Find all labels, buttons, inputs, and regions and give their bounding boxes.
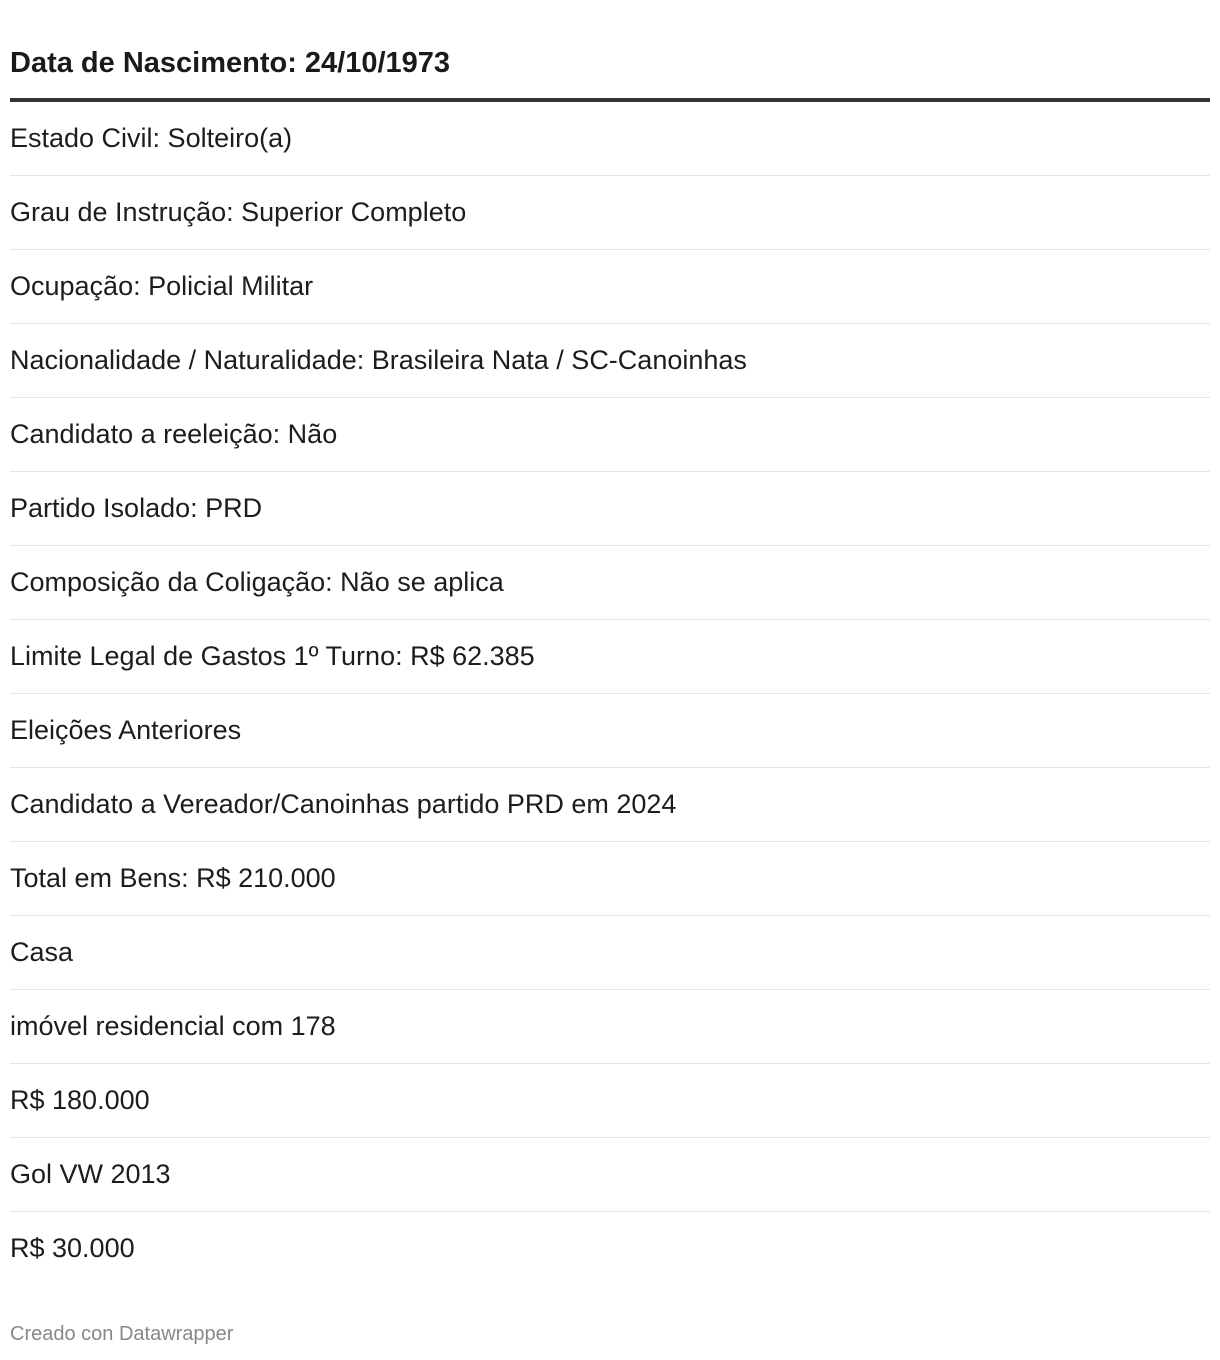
table-row [10,472,1210,546]
table-row [10,250,1210,324]
table-row [10,102,1210,176]
footer-credit-link[interactable]: Creado con Datawrapper [10,1323,234,1345]
table-cell: Gol VW 2013 [10,1159,171,1189]
table-row [10,916,1210,990]
table-cell: Limite Legal de Gastos 1º Turno: R$ 62.385 [10,641,535,671]
header-cell: Data de Nascimento: 24/10/1973 [10,47,451,79]
table-row [10,546,1210,620]
table-row [10,990,1210,1064]
table-cell: Grau de Instrução: Superior Completo [10,197,467,227]
table-row [10,768,1210,842]
table-cell: Partido Isolado: PRD [10,493,263,523]
table-cell: Nacionalidade / Naturalidade: Brasileira Nata / SC-Canoinhas [10,345,747,375]
table-row [10,324,1210,398]
table-cell: R$ 180.000 [10,1085,150,1115]
table-cell: Ocupação: Policial Militar [10,271,314,301]
table-row [10,398,1210,472]
table-row [10,1064,1210,1138]
table-body [10,102,1210,1285]
table-cell: Candidato a reeleição: Não [10,419,338,449]
table-row [10,620,1210,694]
table-row [10,176,1210,250]
table-row [10,1138,1210,1212]
table-cell: Casa [10,937,74,967]
table-cell: Total em Bens: R$ 210.000 [10,863,336,893]
table-cell: R$ 30.000 [10,1233,135,1263]
table-row [10,694,1210,768]
table-header [10,0,1210,102]
data-table [10,0,1210,1285]
table-cell: imóvel residencial com 178 [10,1011,336,1041]
table-cell: Eleições Anteriores [10,715,242,745]
table-row [10,842,1210,916]
table-cell: Composição da Coligação: Não se aplica [10,567,504,597]
table-row [10,1212,1210,1285]
table-cell: Estado Civil: Solteiro(a) [10,123,293,153]
table-cell: Candidato a Vereador/Canoinhas partido PRD em 2024 [10,789,677,819]
